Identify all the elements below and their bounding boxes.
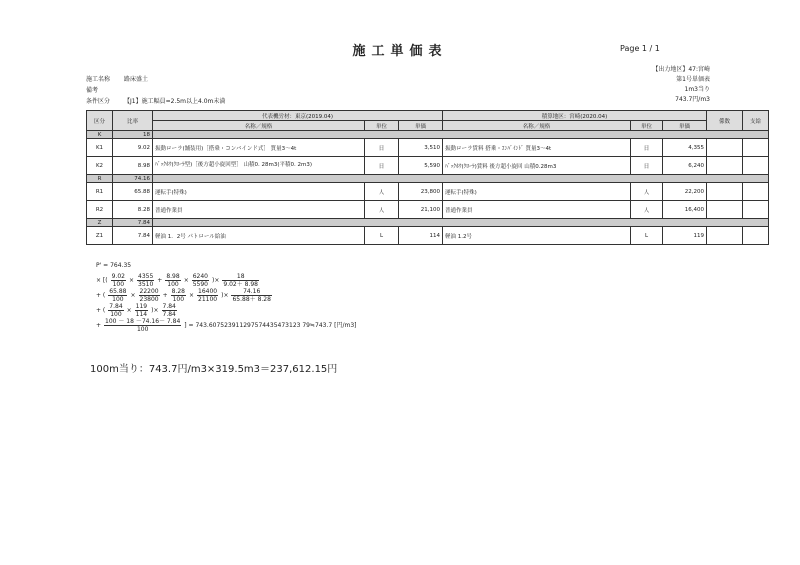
group-code: Z xyxy=(87,219,113,227)
item-price: 21,100 xyxy=(399,201,443,219)
item-name: 軽油 1．2号 パトロール給油 xyxy=(153,227,365,245)
item-unit-est: 日 xyxy=(631,157,663,175)
item-unit: 日 xyxy=(365,139,399,157)
output-region: 【出力地区】47:宮崎 xyxy=(652,66,710,73)
unit-price: 743.7円/m3 xyxy=(675,96,710,103)
table-row xyxy=(87,227,769,245)
item-unit-est: 人 xyxy=(631,201,663,219)
header-price-est: 単価 xyxy=(663,121,707,131)
formula-result: ] = 743.607523911297574435473123 79≒743.7 [円/m3] xyxy=(184,321,357,329)
group-row-r xyxy=(87,175,769,183)
unit-price-table xyxy=(86,110,769,245)
item-unit: 人 xyxy=(365,201,399,219)
item-name-est: 軽油 1.2号 xyxy=(443,227,631,245)
item-price-est: 4,355 xyxy=(663,139,707,157)
table-number: 第1号単価表 xyxy=(676,76,710,83)
item-unit: 日 xyxy=(365,157,399,175)
header-supply: 支給 xyxy=(743,111,769,131)
header-unit-est: 単位 xyxy=(631,121,663,131)
header-name-est: 名称／規格 xyxy=(443,121,631,131)
header-est-region: 積算地区：宮崎(2020.04) xyxy=(443,111,707,121)
item-ratio: 9.02 xyxy=(113,139,153,157)
table-row xyxy=(87,139,769,157)
item-code: R2 xyxy=(87,201,113,219)
item-price-est: 16,400 xyxy=(663,201,707,219)
formula-line-rest: + $\frac{100 - 18 -74.16- 7.84}{100}$ ] = 743.607523911297574435473123 79≒743.7 [円/m3] xyxy=(96,318,357,333)
item-ratio: 65.88 xyxy=(113,183,153,201)
per-unit: 1m3当り xyxy=(684,86,710,93)
group-row-z xyxy=(87,219,769,227)
item-code: R1 xyxy=(87,183,113,201)
remarks-label: 備考 xyxy=(86,87,99,94)
header-ratio: 比率 xyxy=(113,111,153,131)
header-kubun: 区分 xyxy=(87,111,113,131)
header-coef: 係数 xyxy=(707,111,743,131)
item-ratio: 8.28 xyxy=(113,201,153,219)
header-rep-region: 代表機労材：東京(2019.04) xyxy=(153,111,443,121)
item-name: 運転手(特殊) xyxy=(153,183,365,201)
item-name-est: 振動ローラ賃料 搭乗・ｺﾝﾊﾞｲﾝﾄﾞ 質量3～4t xyxy=(443,139,631,157)
calculation-formula xyxy=(96,258,356,333)
item-price: 23,800 xyxy=(399,183,443,201)
item-code: K1 xyxy=(87,139,113,157)
construction-name-value: 路床盛土 xyxy=(124,76,149,83)
item-name: 普通作業員 xyxy=(153,201,365,219)
item-price: 3,510 xyxy=(399,139,443,157)
item-name: 振動ローラ(舗装用)［搭乗・コンバインド式］ 質量3～4t xyxy=(153,139,365,157)
table-row xyxy=(87,201,769,219)
document-title: 施工単価表 xyxy=(352,44,448,59)
group-code: K xyxy=(87,131,113,139)
item-price: 114 xyxy=(399,227,443,245)
item-unit: L xyxy=(365,227,399,245)
item-unit: 人 xyxy=(365,183,399,201)
item-name-est: 普通作業員 xyxy=(443,201,631,219)
page-number: Page 1 / 1 xyxy=(620,44,660,53)
construction-name-label: 施工名称 xyxy=(86,76,111,83)
header-price: 単価 xyxy=(399,121,443,131)
item-unit-est: L xyxy=(631,227,663,245)
item-unit-est: 日 xyxy=(631,139,663,157)
header-name: 名称／規格 xyxy=(153,121,365,131)
item-code: Z1 xyxy=(87,227,113,245)
item-ratio: 8.98 xyxy=(113,157,153,175)
summary-line: 100m当り：743.7円/m3×319.5m3＝237,612.15円 xyxy=(90,364,338,375)
table-row xyxy=(87,157,769,175)
item-name-est: ﾊﾞｯｸﾎｳ(ｸﾛｰﾗ)賃料 後方超小旋回 山積0.28m3 xyxy=(443,157,631,175)
formula-line-z: + ( $\frac{7.84}{100}$ × $\frac{119}{114}$ )× $\frac{7.84}{7.84}$ xyxy=(96,303,176,318)
condition-row xyxy=(86,96,225,105)
construction-name-row xyxy=(86,74,148,83)
table-row xyxy=(87,183,769,201)
item-unit-est: 人 xyxy=(631,183,663,201)
item-code: K2 xyxy=(87,157,113,175)
remarks-row xyxy=(86,85,124,94)
group-row-k xyxy=(87,131,769,139)
item-ratio: 7.84 xyxy=(113,227,153,245)
formula-p-line: P' = 764.35 xyxy=(96,261,132,269)
condition-label: 条件区分 xyxy=(86,98,111,105)
item-price: 5,590 xyxy=(399,157,443,175)
item-name-est: 運転手(特殊) xyxy=(443,183,631,201)
group-ratio: 74.16 xyxy=(113,175,153,183)
item-price-est: 6,240 xyxy=(663,157,707,175)
group-ratio: 18 xyxy=(113,131,153,139)
formula-line-r: + ( $\frac{65.88}{100}$ × $\frac{22200}{23800}$ + $\frac{8.28}{100}$ × $\frac{16400}{21100}$ )× $\frac{74.16}{65.88+ 8.28}$ xyxy=(96,288,271,303)
item-price-est: 22,200 xyxy=(663,183,707,201)
group-ratio: 7.84 xyxy=(113,219,153,227)
item-name: ﾊﾞｯｸﾎｳ(ｸﾛｰﾗ型)［後方超小旋回型］ 山積0. 28m3(平積0. 2m3) xyxy=(153,157,365,175)
header-unit: 単位 xyxy=(365,121,399,131)
item-price-est: 119 xyxy=(663,227,707,245)
condition-value: 【J1】施工幅員=2.5m以上4.0m未満 xyxy=(124,98,226,105)
group-code: R xyxy=(87,175,113,183)
formula-line-k: × [( $\frac{9.02}{100}$ × $\frac{4355}{3510}$ + $\frac{8.98}{100}$ × $\frac{6240}{5590}$ )× $\frac{18}{9.02+ 8.98}$ xyxy=(96,273,259,288)
